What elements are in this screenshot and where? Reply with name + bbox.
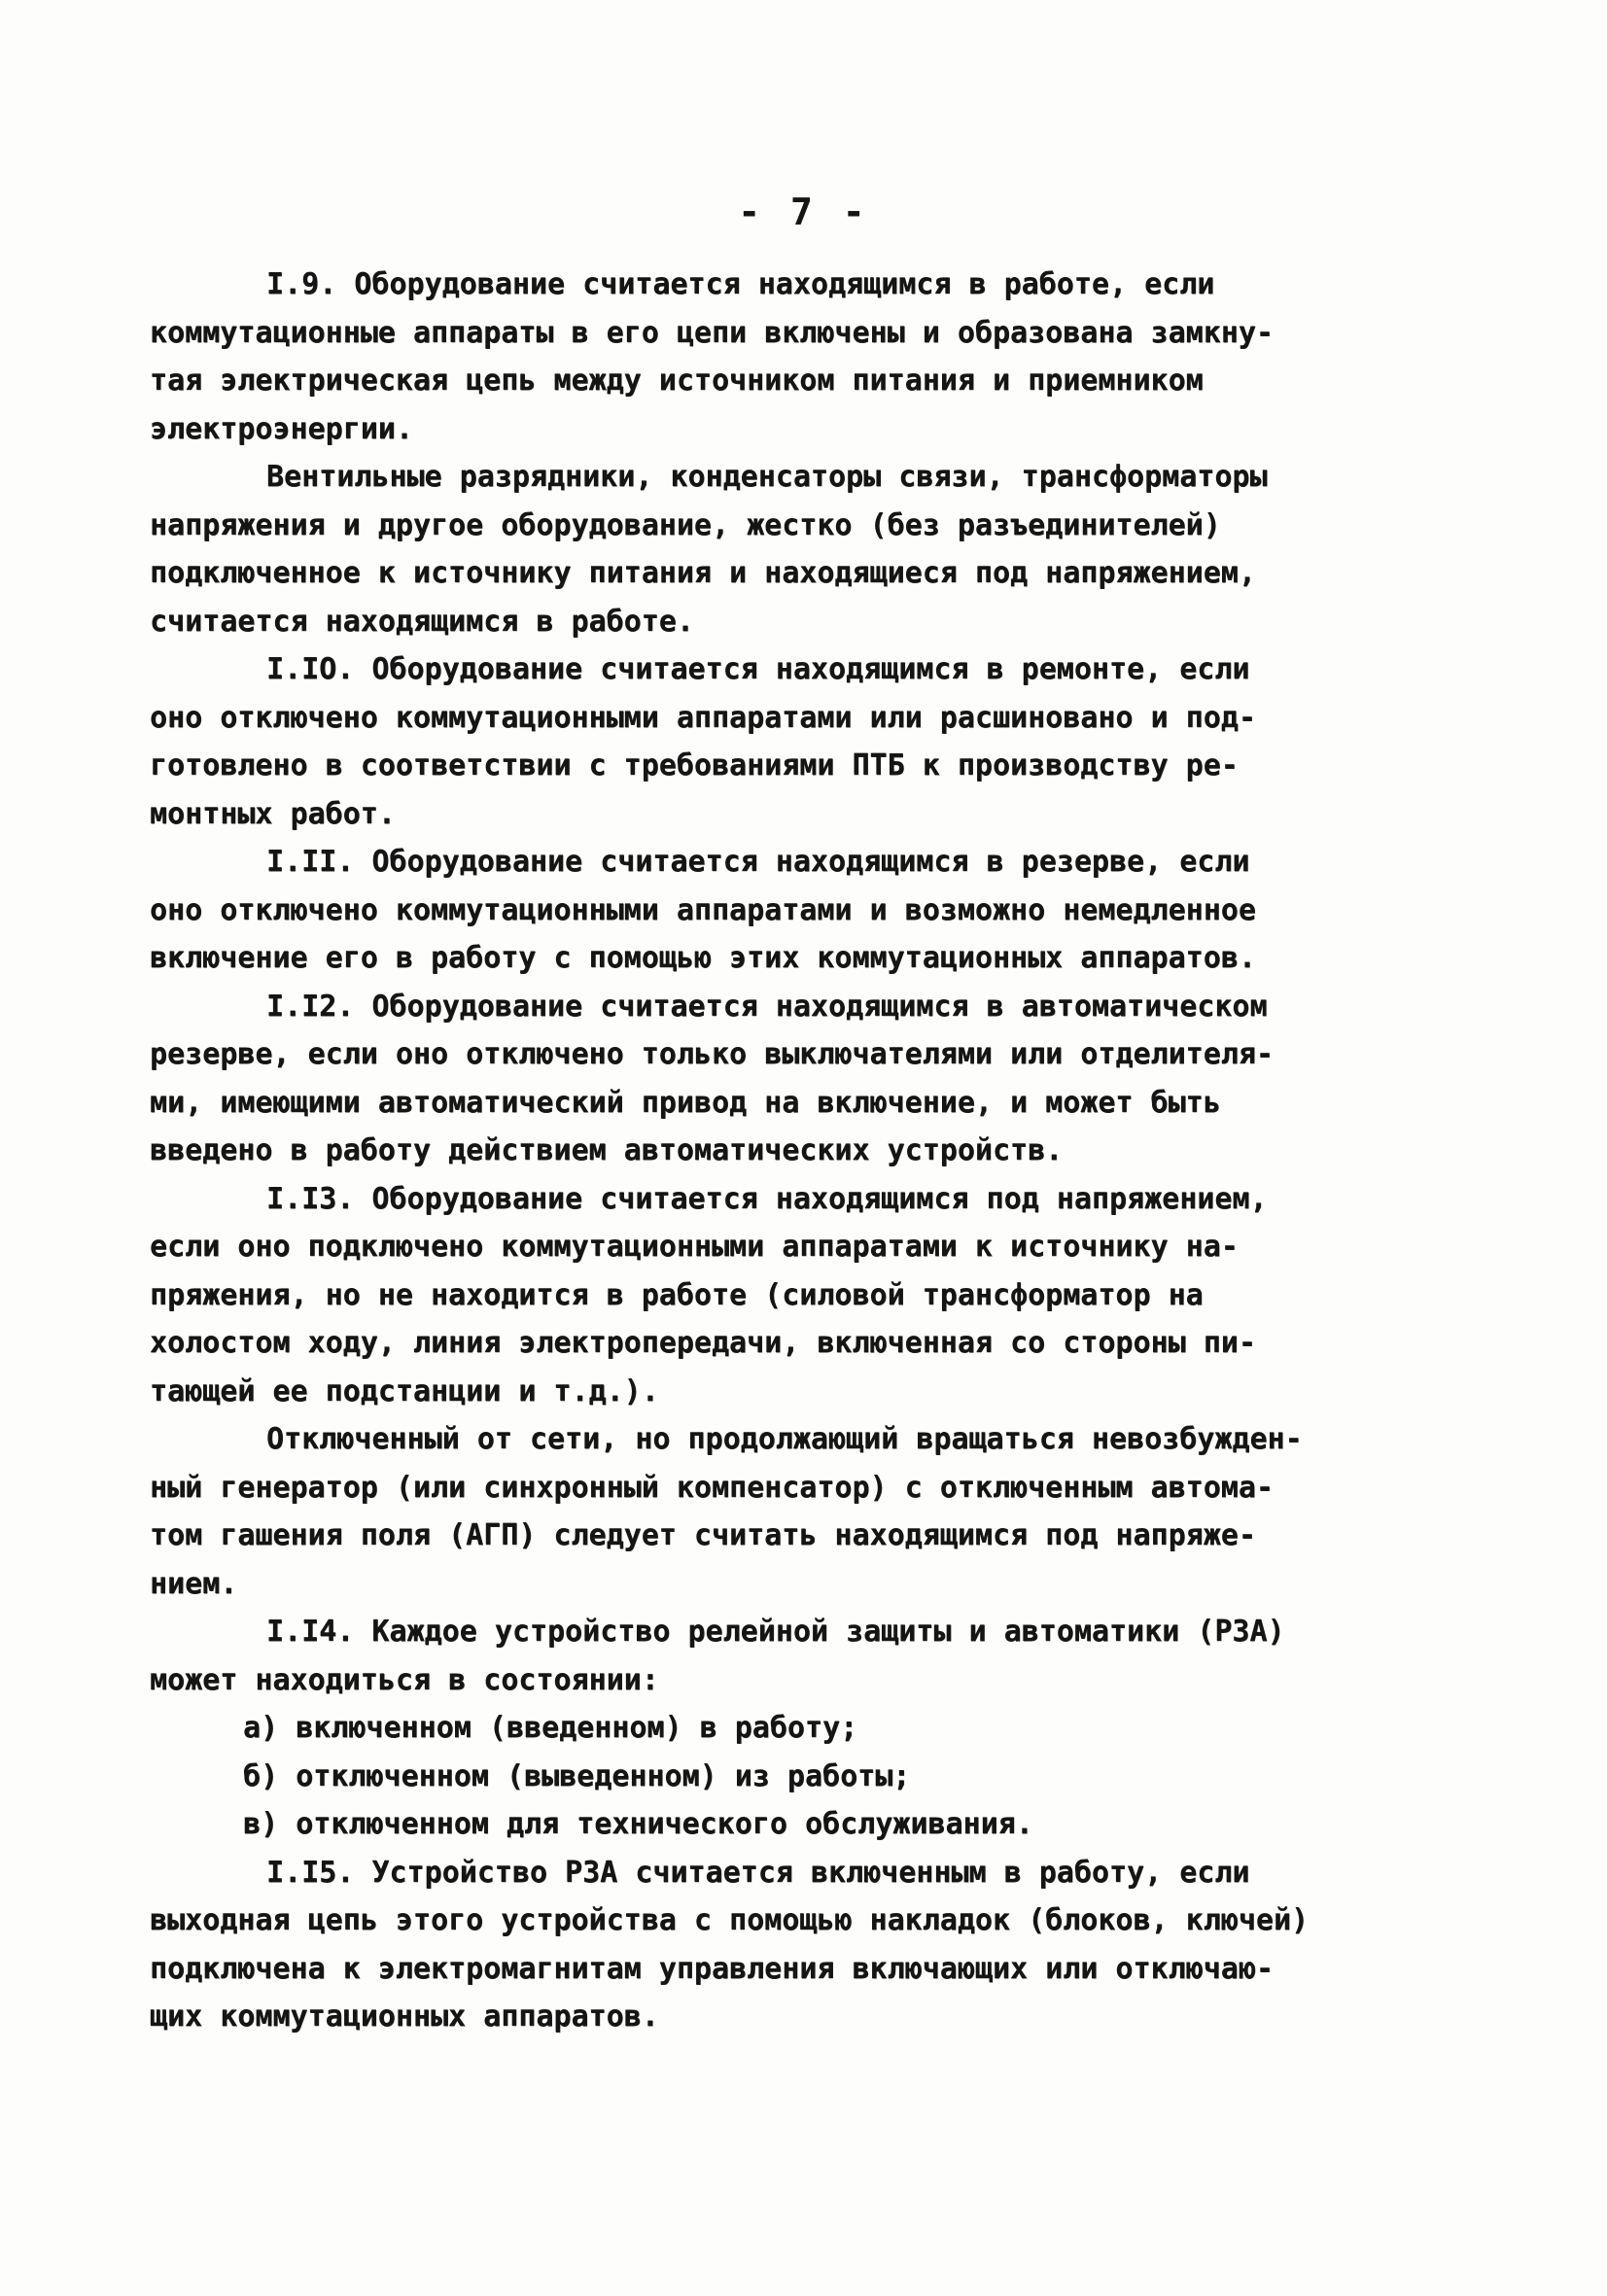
paragraph-1-15-line: подключена к электромагнитам управления включающих или отключаю- [150, 1951, 1274, 1986]
paragraph-1-14-line: I.I4. Каждое устройство релейной защиты и автоматики (РЗА) [266, 1615, 1285, 1649]
page-number: - 7 - [738, 191, 869, 233]
paragraph-1-10-line: монтных работ. [150, 796, 396, 831]
paragraph-1-14-line: может находиться в состоянии: [150, 1662, 659, 1697]
paragraph-1-9-line: тая электрическая цепь между источником питания и приемником [150, 364, 1204, 398]
paragraph-arresters-line: напряжения и другое оборудование, жестко (без разъединителей) [150, 507, 1221, 542]
paragraph-1-12-line: I.I2. Оборудование считается находящимся в автоматическом [266, 989, 1268, 1024]
paragraph-generator-line: нием. [150, 1566, 238, 1601]
paragraph-1-12-line: ми, имеющими автоматический привод на включение, и может быть [150, 1085, 1221, 1120]
paragraph-arresters-line: Вентильные разрядники, конденсаторы связи, трансформаторы [266, 460, 1268, 494]
paragraph-1-13-line: тающей ее подстанции и т.д.). [150, 1374, 659, 1409]
list-item-b: б) отключенном (выведенном) из работы; [243, 1758, 911, 1793]
paragraph-1-10-line: I.IO. Оборудование считается находящимся в ремонте, если [266, 652, 1250, 686]
paragraph-arresters-line: считается находящимся в работе. [150, 604, 694, 639]
paragraph-1-9-line: электроэнергии. [150, 411, 413, 446]
paragraph-1-10-line: оно отключено коммутационными аппаратами или расшиновано и под- [150, 700, 1256, 735]
paragraph-1-15-line: I.I5. Устройство РЗА считается включенным в работу, если [266, 1855, 1250, 1890]
paragraph-1-10-line: готовлено в соответствии с требованиями ПТБ к производству ре- [150, 748, 1239, 783]
paragraph-1-11-line: включение его в работу с помощью этих коммутационных аппаратов. [150, 941, 1256, 975]
list-item-a: а) включенном (введенном) в работу; [243, 1711, 858, 1745]
paragraph-1-9-line: коммутационные аппараты в его цепи включены и образована замкну- [150, 315, 1274, 350]
paragraph-1-13-line: холостом ходу, линия электропередачи, включенная со стороны пи- [150, 1326, 1256, 1360]
paragraph-arresters-line: подключенное к источнику питания и находящиеся под напряжением, [150, 556, 1256, 590]
list-item-v: в) отключенном для технического обслуживания. [243, 1807, 1033, 1841]
paragraph-1-15-line: щих коммутационных аппаратов. [150, 2000, 659, 2034]
paragraph-1-12-line: резерве, если оно отключено только выключателями или отделителя- [150, 1037, 1274, 1071]
paragraph-1-13-line: если оно подключено коммутационными аппаратами к источнику на- [150, 1230, 1239, 1264]
paragraph-1-13-line: I.I3. Оборудование считается находящимся под напряжением, [266, 1181, 1268, 1216]
paragraph-1-12-line: введено в работу действием автоматических устройств. [150, 1133, 1064, 1167]
paragraph-1-11-line: оно отключено коммутационными аппаратами и возможно немедленное [150, 892, 1256, 927]
paragraph-generator-line: том гашения поля (АГП) следует считать находящимся под напряже- [150, 1518, 1256, 1552]
paragraph-1-13-line: пряжения, но не находится в работе (силовой трансформатор на [150, 1277, 1204, 1312]
paragraph-1-9-line: I.9. Оборудование считается находящимся в работе, если [266, 267, 1215, 301]
paragraph-1-15-line: выходная цепь этого устройства с помощью накладок (блоков, ключей) [150, 1903, 1310, 1937]
paragraph-1-11-line: I.II. Оборудование считается находящимся в резерве, если [266, 845, 1250, 879]
paragraph-generator-line: Отключенный от сети, но продолжающий вращаться невозбужден- [266, 1422, 1303, 1456]
paragraph-generator-line: ный генератор (или синхронный компенсатор) с отключенным автома- [150, 1470, 1274, 1505]
document-body [150, 261, 1472, 2041]
